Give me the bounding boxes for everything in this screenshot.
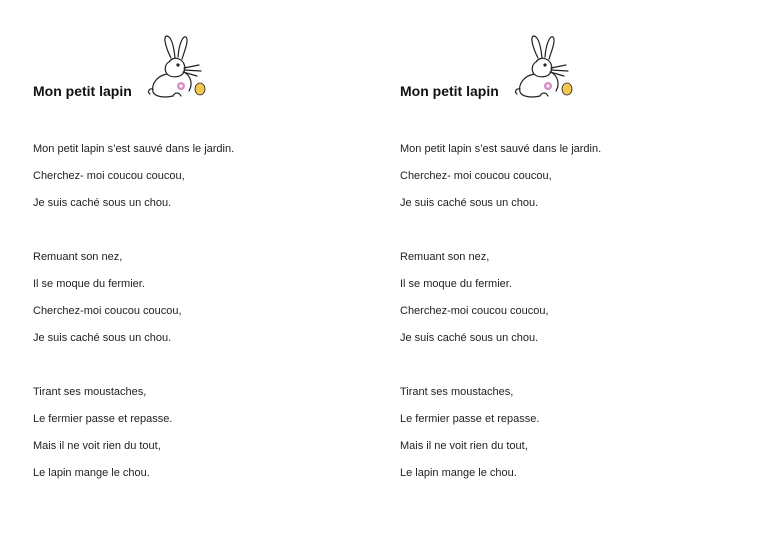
- poem-line: Cherchez-moi coucou coucou,: [400, 305, 549, 317]
- bunny-with-easter-egg-icon: [508, 34, 584, 100]
- poem-copy-left: [33, 0, 373, 543]
- poem-line: Je suis caché sous un chou.: [400, 332, 539, 344]
- poem-line: Le lapin mange le chou.: [400, 467, 517, 479]
- poem-line: Tirant ses moustaches,: [33, 386, 147, 398]
- poem-title: Mon petit lapin: [33, 83, 132, 99]
- poem-line: Mais il ne voit rien du tout,: [33, 440, 161, 452]
- poem-copy-right: [400, 0, 740, 543]
- poem-line: Je suis caché sous un chou.: [33, 197, 172, 209]
- poem-line: Je suis caché sous un chou.: [33, 332, 172, 344]
- poem-line: Mon petit lapin s’est sauvé dans le jardin.: [400, 143, 602, 155]
- poem-line: Cherchez- moi coucou coucou,: [400, 170, 552, 182]
- poem-line: Mon petit lapin s’est sauvé dans le jardin.: [33, 143, 235, 155]
- poem-line: Il se moque du fermier.: [400, 278, 512, 290]
- poem-line: Tirant ses moustaches,: [400, 386, 514, 398]
- poem-line: Il se moque du fermier.: [33, 278, 145, 290]
- poem-line: Le fermier passe et repasse.: [33, 413, 173, 425]
- poem-line: Mais il ne voit rien du tout,: [400, 440, 528, 452]
- poem-line: Cherchez- moi coucou coucou,: [33, 170, 185, 182]
- poem-line: Cherchez-moi coucou coucou,: [33, 305, 182, 317]
- poem-line: Le fermier passe et repasse.: [400, 413, 540, 425]
- poem-line: Remuant son nez,: [33, 251, 123, 263]
- poem-line: Remuant son nez,: [400, 251, 490, 263]
- poem-line: Le lapin mange le chou.: [33, 467, 150, 479]
- bunny-with-easter-egg-icon: [141, 34, 217, 100]
- poem-line: Je suis caché sous un chou.: [400, 197, 539, 209]
- poem-title: Mon petit lapin: [400, 83, 499, 99]
